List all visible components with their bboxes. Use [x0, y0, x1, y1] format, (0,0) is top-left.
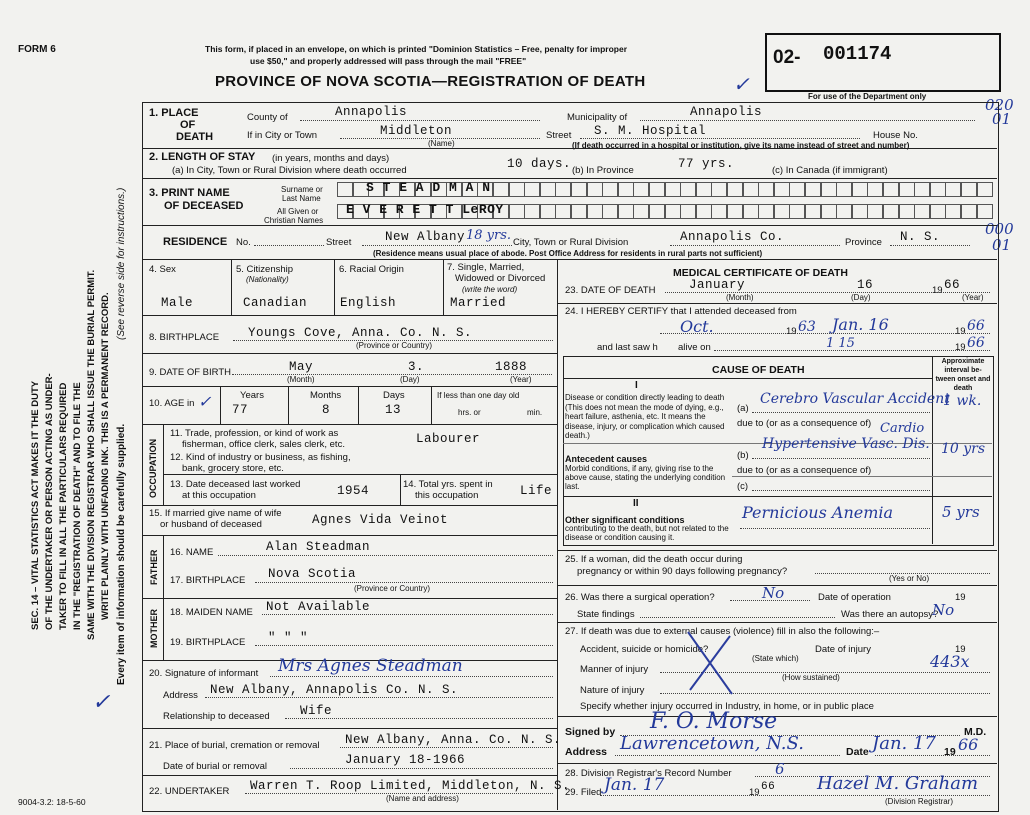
manner-label: Manner of injury: [580, 664, 649, 675]
side-note-line3: TAKER TO FILL IN ALL THE PARTICULARS REQUIRED: [58, 382, 69, 630]
surname-caption-1: Surname or: [281, 185, 323, 194]
length-of-stay-label: 2. LENGTH OF STAY: [149, 151, 256, 163]
burial-place-value: New Albany, Anna. Co. N. S.: [345, 733, 562, 747]
dob-month-caption: (Month): [287, 375, 315, 384]
name-letter-box: [945, 182, 961, 197]
name-letter-box: [867, 182, 883, 197]
name-letter-box: [649, 204, 665, 219]
residence-label: RESIDENCE: [163, 236, 228, 248]
other-conditions-description: contributing to the death, but not related to the disease or condition causing it.: [565, 524, 729, 542]
min-label: min.: [527, 408, 543, 417]
age-check-icon: ✓: [198, 392, 212, 411]
how-sustained-caption: (How sustained): [782, 673, 840, 682]
dob-month-value: May: [289, 360, 314, 374]
county-value: Annapolis: [335, 105, 408, 119]
name-letter-box: [883, 204, 899, 219]
birthplace-caption: (Province or Country): [356, 341, 433, 350]
part-two-label: II: [633, 498, 639, 509]
form-title: PROVINCE OF NOVA SCOTIA—REGISTRATION OF DEATH: [215, 73, 646, 90]
occupation-side-label: OCCUPATION: [148, 438, 158, 498]
name-letter-box: [540, 204, 556, 219]
age-months-value: 8: [322, 403, 331, 417]
alive-on-label: alive on: [678, 342, 711, 353]
record-number-value: 6: [775, 760, 785, 778]
filed-year-value: 66: [761, 781, 776, 793]
name-letter-box: [571, 182, 587, 197]
father-birthplace-label: 17. BIRTHPLACE: [170, 575, 246, 586]
other-conditions-value: Pernicious Anemia: [742, 503, 894, 522]
age-years-value: 77: [232, 403, 249, 417]
surgical-operation-value: No: [762, 584, 785, 602]
occupation-q13-line1: 13. Date deceased last worked: [170, 479, 301, 490]
name-letter-box: [587, 182, 603, 197]
injury-date-label: Date of injury: [815, 644, 871, 655]
total-years-value: Life: [520, 484, 553, 498]
due-to-label-1: due to (or as a consequence of): [737, 418, 872, 429]
physician-signature: F. O. Morse: [650, 709, 778, 734]
father-birthplace-caption: (Province or Country): [354, 584, 431, 593]
name-letter-box: [509, 204, 525, 219]
cause-b-extra: Cardio: [880, 421, 925, 436]
dob-label: 9. DATE OF BIRTH: [149, 367, 231, 378]
last-seen-year: 66: [967, 335, 985, 351]
father-birthplace-value: Nova Scotia: [268, 567, 357, 581]
name-letter-box: [930, 182, 946, 197]
last-worked-value: 1954: [337, 484, 370, 498]
name-letter-box: [930, 204, 946, 219]
informant-signature: Mrs Agnes Steadman: [278, 656, 463, 676]
last-year-prefix: 19: [955, 342, 966, 353]
disease-description: Disease or condition directly leading to death (This does not mean the mode of dying, e.g., heart failure, asthenia, etc. It means the disease, injury, or complication which caused death.): [565, 393, 725, 440]
residence-no-label: No.: [236, 237, 251, 248]
mailing-notice-line2: use $50," and properly addressed will pass through the mail "FREE": [250, 56, 527, 66]
death-month-caption: (Month): [726, 293, 754, 302]
undertaker-value: Warren T. Roop Limited, Middleton, N. S.: [250, 779, 571, 793]
name-letter-box: [509, 182, 525, 197]
margin-code-2b: 01: [992, 236, 1012, 254]
name-letter-box: [977, 204, 993, 219]
attended-to-year: 66: [967, 318, 985, 334]
other-conditions-label: Other significant conditions: [565, 515, 685, 525]
registration-number: 001174: [823, 43, 892, 65]
registrar-caption: (Division Registrar): [885, 797, 954, 806]
record-number-label: 28. Division Registrar's Record Number: [565, 768, 732, 779]
undertaker-label: 22. UNDERTAKER: [149, 786, 230, 797]
name-letter-box: [665, 204, 681, 219]
of-deceased-label: OF DECEASED: [164, 200, 244, 212]
municipality-value: Annapolis: [690, 105, 763, 119]
accident-label: Accident, suicide or homicide?: [580, 644, 709, 655]
sex-value: Male: [161, 296, 194, 310]
side-note-line2: OF THE UNDERTAKER OR PERSON ACTING AS UNDER-: [44, 373, 55, 630]
other-conditions-interval: 5 yrs: [942, 503, 980, 521]
name-letter-box: [493, 182, 509, 197]
name-letter-box: [758, 204, 774, 219]
name-letter-box: [743, 182, 759, 197]
mother-maiden-label: 18. MAIDEN NAME: [170, 607, 253, 618]
residence-street-label: Street: [326, 237, 352, 248]
name-letter-box: [696, 182, 712, 197]
external-causes-label: 27. If death was due to external causes (violence) fill in also the following:–: [565, 626, 880, 637]
length-of-stay-sub: (in years, months and days): [272, 153, 390, 164]
cause-of-death-title: CAUSE OF DEATH: [712, 364, 805, 376]
mother-birthplace-value: " " ": [268, 631, 309, 645]
street-label: Street: [546, 130, 572, 141]
occupation-q12-line1: 12. Kind of industry or business, as fishing,: [170, 452, 351, 463]
name-letter-box: [867, 204, 883, 219]
nationality-caption: (Nationality): [246, 275, 289, 284]
name-letter-box: [914, 204, 930, 219]
name-letter-box: [852, 182, 868, 197]
name-letter-box: [836, 182, 852, 197]
antecedent-description: Morbid conditions, if any, giving rise to the above cause, stating the underlying condition last.: [565, 464, 726, 491]
marital-label-3: (write the word): [462, 285, 518, 294]
name-letter-box: [555, 182, 571, 197]
father-name-label: 16. NAME: [170, 547, 214, 558]
attended-label: 24. I HEREBY CERTIFY that I attended deceased from: [565, 306, 797, 317]
age-days-label: Days: [383, 390, 405, 401]
mailing-notice-line1: This form, if placed in an envelope, on which is printed "Dominion Statistics – Free, penalty for improper: [205, 44, 628, 54]
informant-address-label: Address: [163, 690, 198, 701]
name-letter-box: [899, 204, 915, 219]
cause-a-value: Cerebro Vascular Accident: [760, 391, 950, 407]
age-months-label: Months: [310, 390, 342, 401]
print-name-label: 3. PRINT NAME: [149, 187, 230, 199]
last-seen-value: 1 15: [826, 336, 855, 351]
signed-by-label: Signed by: [565, 726, 616, 738]
hrs-label: hrs. or: [458, 408, 481, 417]
name-letter-box: [587, 204, 603, 219]
burial-place-label: 21. Place of burial, cremation or removal: [149, 740, 320, 751]
registration-prefix: 02-: [773, 47, 801, 68]
cause-b-label: (b): [737, 450, 749, 461]
cause-b-value: Hypertensive Vasc. Dis.: [762, 436, 930, 452]
name-letter-box: [555, 204, 571, 219]
dob-day-value: 3.: [408, 360, 425, 374]
name-letter-box: [711, 182, 727, 197]
specify-label: Specify whether injury occurred in Industry, in home, or in public place: [580, 701, 874, 712]
less-than-one-day: If less than one day old: [437, 391, 520, 400]
county-label: County of: [247, 112, 288, 123]
age-days-value: 13: [385, 403, 402, 417]
father-side-label: FATHER: [149, 549, 159, 585]
signed-date-value: Jan. 17: [872, 733, 936, 754]
surname-value: S T E A D M A N: [366, 180, 491, 195]
name-letter-box: [914, 182, 930, 197]
name-letter-box: [774, 182, 790, 197]
nature-label: Nature of injury: [580, 685, 645, 696]
md-label: M.D.: [964, 726, 987, 738]
filed-date-value: Jan. 17: [604, 775, 665, 795]
state-which-caption: (State which): [752, 654, 799, 663]
father-name-value: Alan Steadman: [266, 540, 371, 554]
informant-address-value: New Albany, Annapolis Co. N. S.: [210, 683, 459, 697]
name-letter-box: [524, 204, 540, 219]
autopsy-label: Was there an autopsy?: [841, 609, 939, 620]
name-letter-box: [571, 204, 587, 219]
city-town-label: If in City or Town: [247, 130, 318, 141]
citizenship-label: 5. Citizenship: [236, 264, 294, 275]
residence-note: (Residence means usual place of abode. Post Office Address for residents in rural parts not sufficient): [373, 249, 763, 258]
cause-a-label: (a): [737, 403, 749, 414]
side-note-line7: Every item of information should be carefully supplied.: [116, 423, 127, 685]
from-year-prefix: 19: [786, 326, 797, 337]
department-use-caption: For use of the Department only: [808, 92, 927, 101]
occupation-q14-line1: 14. Total yrs. spent in: [403, 479, 493, 490]
name-letter-box: [649, 182, 665, 197]
name-letter-box: [899, 182, 915, 197]
side-note-line8: (See reverse side for instructions.): [116, 187, 127, 340]
municipality-label: Municipality of: [567, 112, 628, 123]
name-letter-box: [789, 182, 805, 197]
signed-year-value: 66: [958, 735, 979, 754]
name-letter-box: [977, 182, 993, 197]
death-year-caption: (Year): [962, 293, 984, 302]
name-letter-box: [961, 182, 977, 197]
name-letter-box: [836, 204, 852, 219]
place-of-death-death: DEATH: [176, 131, 214, 143]
undertaker-caption: (Name and address): [386, 794, 459, 803]
name-letter-box: [821, 182, 837, 197]
age-years-label: Years: [240, 390, 264, 401]
place-of-death-label: 1. PLACE: [149, 107, 199, 119]
name-letter-box: [774, 204, 790, 219]
margin-code-1b: 01: [992, 110, 1012, 128]
to-year-prefix: 19: [955, 326, 966, 337]
marital-value: Married: [450, 296, 507, 310]
physician-address-label: Address: [565, 746, 608, 758]
side-note-line4: IN THE "REGISTRATION OF DEATH" AND TO FILE THE: [72, 382, 83, 630]
margin-check-icon: ✓: [92, 690, 111, 715]
occupation-q11-line1: 11. Trade, profession, or kind of work as: [170, 428, 339, 439]
attended-to-value: Jan. 16: [832, 315, 889, 334]
occupation-q12-line2: bank, grocery store, etc.: [182, 463, 284, 474]
name-letter-box: [821, 204, 837, 219]
name-letter-box: [602, 204, 618, 219]
due-to-label-2: due to (or as a consequence of): [737, 465, 872, 476]
relationship-value: Wife: [300, 704, 333, 718]
pregnancy-q25-line2: pregnancy or within 90 days following pregnancy?: [577, 566, 788, 577]
attended-from-year: 63: [798, 319, 816, 335]
name-letter-box: [633, 182, 649, 197]
stay-a-value: 10 days.: [507, 157, 572, 171]
stay-b-label: (b) In Province: [572, 165, 634, 176]
mother-birthplace-label: 19. BIRTHPLACE: [170, 637, 246, 648]
name-letter-box: [805, 204, 821, 219]
antecedent-label: Antecedent causes: [565, 454, 648, 464]
date-of-death-label: 23. DATE OF DEATH: [565, 285, 656, 296]
death-year-value: 66: [944, 278, 961, 292]
spouse-value: Agnes Vida Veinot: [312, 513, 449, 527]
trade-value: Labourer: [416, 432, 481, 446]
attended-from-value: Oct.: [680, 317, 714, 336]
injury-year-prefix: 19: [955, 644, 966, 655]
dob-day-caption: (Day): [400, 375, 420, 384]
death-day-caption: (Day): [851, 293, 871, 302]
filed-year-prefix: 19: [749, 787, 760, 798]
name-letter-box: [711, 204, 727, 219]
informant-signature-label: 20. Signature of informant: [149, 668, 259, 679]
name-letter-box: [602, 182, 618, 197]
cross-out-mark: [680, 628, 740, 698]
form-number: FORM 6: [18, 44, 56, 55]
residence-province-value: N. S.: [900, 230, 941, 244]
name-letter-box: [789, 204, 805, 219]
physician-address-value: Lawrencetown, N.S.: [620, 733, 804, 754]
mother-side-label: MOTHER: [149, 609, 159, 648]
pregnancy-q25-line1: 25. If a woman, did the death occur during: [565, 554, 743, 565]
name-letter-box: [618, 204, 634, 219]
residence-street-handwritten: 18 yrs.: [466, 228, 512, 243]
name-letter-box: [618, 182, 634, 197]
side-note-line5: SAME WITH THE DIVISION REGISTRAR WHO SHALL ISSUE THE BURIAL PERMIT.: [86, 269, 97, 640]
stay-c-label: (c) In Canada (if immigrant): [772, 165, 888, 176]
dob-year-value: 1888: [495, 360, 528, 374]
city-town-value: Middleton: [380, 124, 453, 138]
street-value: S. M. Hospital: [594, 124, 707, 138]
registrar-signature: Hazel M. Graham: [817, 773, 979, 794]
sex-label: 4. Sex: [149, 264, 176, 275]
hospital-note: (If death occurred in a hospital or institution, give its name instead of street and number): [572, 141, 910, 150]
racial-origin-label: 6. Racial Origin: [339, 264, 404, 275]
spouse-q15-line1: 15. If married give name of wife: [149, 508, 282, 519]
stay-b-value: 77 yrs.: [678, 157, 735, 171]
death-day-value: 16: [857, 278, 874, 292]
name-letter-box: [665, 182, 681, 197]
name-letter-box: [727, 182, 743, 197]
name-letter-box: [337, 182, 353, 197]
medical-certificate-title: MEDICAL CERTIFICATE OF DEATH: [673, 267, 848, 279]
house-no-label: House No.: [873, 130, 918, 141]
cause-a-interval: 1 wk.: [943, 393, 982, 409]
birthplace-value: Youngs Cove, Anna. Co. N. S.: [248, 326, 473, 340]
autopsy-value: No: [932, 601, 955, 619]
name-letter-box: [680, 204, 696, 219]
residence-province-label: Province: [845, 237, 882, 248]
side-note-line6: WRITE PLAINLY WITH UNFADING INK. THIS IS A PERMANENT RECORD.: [100, 292, 111, 620]
cause-b-interval: 10 yrs: [941, 441, 986, 457]
marital-label-1: 7. Single, Married,: [447, 262, 525, 273]
dob-year-caption: (Year): [510, 375, 532, 384]
name-letter-box: [743, 204, 759, 219]
operation-year-prefix: 19: [955, 592, 966, 603]
name-letter-box: [633, 204, 649, 219]
classification-code: 443x: [930, 652, 970, 671]
mother-maiden-value: Not Available: [266, 600, 371, 614]
name-letter-box: [945, 204, 961, 219]
death-year-prefix: 19: [932, 285, 943, 296]
name-letter-box: [805, 182, 821, 197]
state-findings-label: State findings: [577, 609, 635, 620]
signed-year-prefix: 19: [944, 746, 956, 758]
print-code: 9004-3.2: 18-5-60: [18, 797, 86, 807]
birthplace-label: 8. BIRTHPLACE: [149, 332, 220, 343]
name-letter-box: [540, 182, 556, 197]
occupation-q13-line2: at this occupation: [182, 490, 256, 501]
residence-city-label: City, Town or Rural Division: [513, 237, 629, 248]
name-letter-box: [758, 182, 774, 197]
citizenship-value: Canadian: [243, 296, 308, 310]
filed-label: 29. Filed: [565, 787, 602, 798]
signed-date-label: Date: [846, 746, 869, 758]
given-caption-1: All Given or: [277, 207, 319, 216]
surname-caption-2: Last Name: [282, 194, 321, 203]
relationship-label: Relationship to deceased: [163, 711, 270, 722]
margin-code-1: 020: [985, 96, 1014, 114]
age-label: 10. AGE in: [149, 398, 195, 409]
name-letter-box: [524, 182, 540, 197]
name-letter-box: [696, 204, 712, 219]
occupation-q11-line2: fisherman, office clerk, sales clerk, etc.: [182, 439, 345, 450]
spouse-q15-line2: or husband of deceased: [160, 519, 262, 530]
place-of-death-of: OF: [180, 119, 196, 131]
burial-date-value: January 18-1966: [345, 753, 466, 767]
part-one-label: I: [635, 380, 638, 391]
racial-origin-value: English: [340, 296, 397, 310]
yes-no-caption: (Yes or No): [889, 574, 930, 583]
given-caption-2: Christian Names: [264, 216, 324, 225]
interval-header: Approximate interval be- tween onset and death: [935, 358, 991, 392]
cause-c-label: (c): [737, 481, 749, 492]
margin-code-2: 000: [985, 220, 1014, 238]
name-letter-box: [883, 182, 899, 197]
name-letter-box: [961, 204, 977, 219]
residence-city-value: Annapolis Co.: [680, 230, 785, 244]
stay-a-label: (a) In City, Town or Rural Division where death occurred: [172, 165, 407, 176]
surgical-operation-label: 26. Was there a surgical operation?: [565, 592, 715, 603]
death-month-value: January: [689, 278, 746, 292]
check-mark-icon: ✓: [733, 72, 750, 96]
marital-label-2: Widowed or Divorced: [455, 273, 546, 284]
residence-street-value: New Albany: [385, 230, 466, 244]
burial-date-label: Date of burial or removal: [163, 761, 268, 772]
given-names-value: E V E R E T T LeROY: [346, 202, 504, 217]
name-caption: (Name): [428, 139, 455, 148]
operation-date-label: Date of operation: [818, 592, 891, 603]
side-note-line1: SEC. 14 – VITAL STATISTICS ACT MAKES IT THE DUTY: [30, 380, 41, 630]
last-saw-label: and last saw h: [597, 342, 658, 353]
name-letter-box: [680, 182, 696, 197]
occupation-q14-line2: this occupation: [415, 490, 479, 501]
name-letter-box: [727, 204, 743, 219]
name-letter-box: [852, 204, 868, 219]
